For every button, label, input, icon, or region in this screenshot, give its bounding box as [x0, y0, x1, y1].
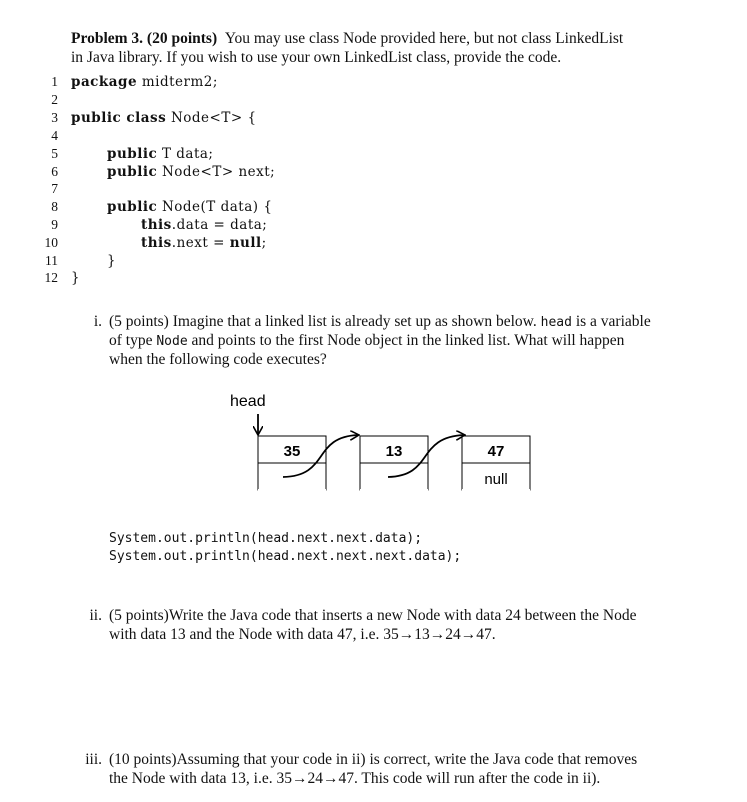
- part-i-text: is a variable: [575, 313, 651, 330]
- print-statement-1: System.out.println(head.next.next.data);: [109, 531, 423, 546]
- part-i-text: and points to the first Node object in the linked list. What will happen: [191, 332, 625, 349]
- part-i-text: of type: [109, 332, 153, 349]
- part-iii-line2: the Node with data 13, i.e. 35→24→47. This code will run after the code in ii).: [109, 770, 601, 787]
- line-number: 2: [51, 92, 58, 107]
- code-keyword: public: [107, 164, 158, 180]
- problem-intro-line1: You may use class Node provided here, but not class LinkedList: [224, 30, 624, 47]
- node-data-label: 13: [385, 443, 403, 460]
- inline-code: Node: [156, 334, 188, 349]
- code-keyword: null: [229, 235, 262, 251]
- code-text: }: [71, 270, 81, 286]
- code-keyword: public: [107, 146, 158, 162]
- code-text: midterm2;: [137, 74, 218, 90]
- part-iii-line1: (10 points)Assuming that your code in ii) is correct, write the Java code that removes: [109, 751, 638, 768]
- code-text: T data;: [157, 146, 214, 162]
- code-text: ;: [261, 235, 267, 251]
- part-i-text: (5 points) Imagine that a linked list is already set up as shown below.: [109, 313, 537, 330]
- problem-intro-line2: in Java library. If you wish to use your own LinkedList class, provide the code.: [71, 49, 562, 66]
- node-data-label: 47: [487, 443, 505, 460]
- node-next-null-label: null: [484, 471, 508, 488]
- code-text: .next =: [171, 235, 230, 251]
- part-ii-line2: with data 13 and the Node with data 47, i.e. 35→13→24→47.: [109, 626, 496, 643]
- line-number: 1: [51, 74, 58, 89]
- line-number: 9: [51, 217, 58, 232]
- inline-code: head: [540, 315, 572, 330]
- problem-number: Problem 3.: [71, 30, 144, 47]
- code-text: .data = data;: [171, 217, 268, 233]
- part-iii-label: iii.: [85, 751, 102, 768]
- line-number: 4: [51, 128, 58, 143]
- node-13: [360, 436, 428, 490]
- part-i-line3: when the following code executes?: [109, 351, 327, 368]
- code-text: Node<T> {: [166, 110, 257, 126]
- code-keyword: package: [71, 74, 138, 90]
- problem-points: (20 points): [146, 30, 218, 47]
- code-text: Node(T data) {: [157, 199, 273, 215]
- line-number: 6: [51, 164, 58, 179]
- part-i-label: i.: [93, 313, 102, 330]
- line-number: 7: [51, 181, 58, 196]
- code-text: Node<T> next;: [157, 164, 276, 180]
- line-number: 10: [44, 235, 58, 250]
- code-text: }: [107, 253, 117, 269]
- line-number: 12: [44, 270, 58, 285]
- line-number: 11: [45, 253, 58, 268]
- line-number: 3: [51, 110, 58, 125]
- line-number: 8: [51, 199, 58, 214]
- line-number: 5: [51, 146, 58, 161]
- node-47: [462, 436, 530, 490]
- code-keyword: public class: [71, 110, 167, 126]
- part-ii-label: ii.: [89, 607, 102, 624]
- code-keyword: public: [107, 199, 158, 215]
- head-label: head: [230, 393, 266, 410]
- print-statement-2: System.out.println(head.next.next.next.data);: [109, 549, 462, 564]
- code-keyword: this: [141, 217, 172, 233]
- part-ii-line1: (5 points)Write the Java code that inserts a new Node with data 24 between the Node: [109, 607, 637, 624]
- node-data-label: 35: [283, 443, 301, 460]
- code-keyword: this: [141, 235, 172, 251]
